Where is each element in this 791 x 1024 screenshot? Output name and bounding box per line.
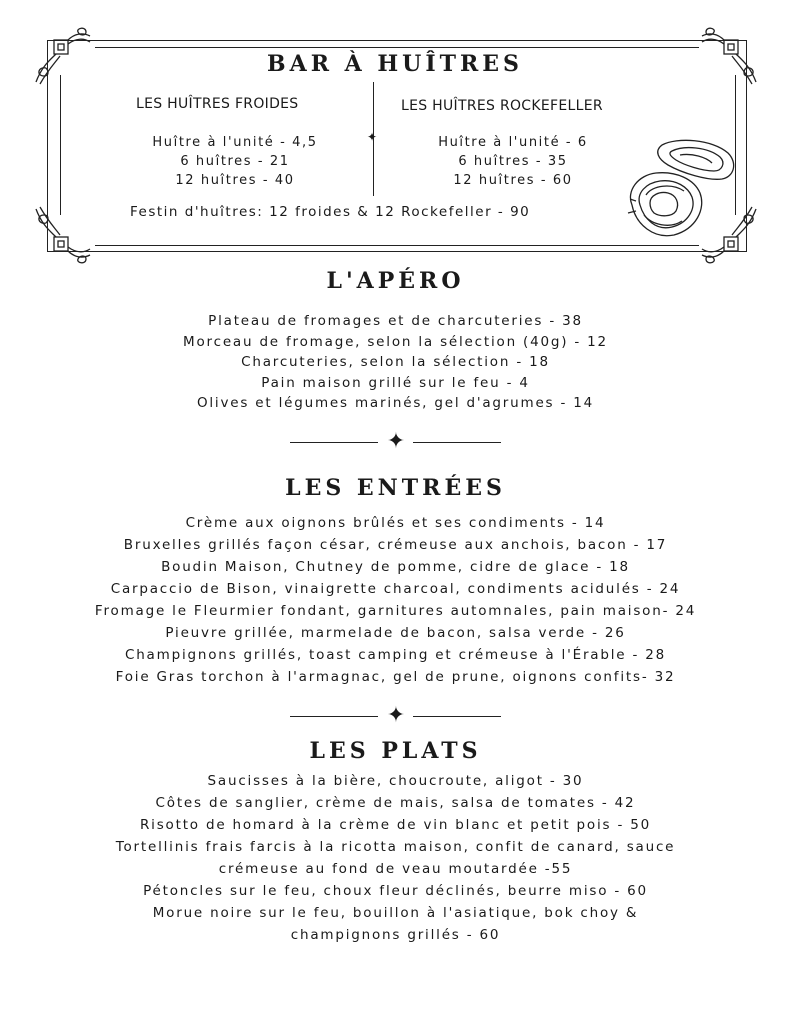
entrees-title: LES ENTRÉES	[285, 475, 506, 501]
menu-item: Morceau de fromage, selon la sélection (40g) - 12	[183, 333, 608, 350]
menu-item: Foie Gras torchon à l'armagnac, gel de prune, oignons confits- 32	[115, 669, 676, 685]
menu-item: Boudin Maison, Chutney de pomme, cidre de glace - 18	[161, 559, 630, 575]
section-separator	[0, 703, 791, 728]
corner-ornament-icon	[32, 26, 92, 86]
rockefeller-heading: LES HUÎTRES ROCKEFELLER	[401, 98, 603, 114]
menu-item: Risotto de homard à la crème de vin blanc et petit pois - 50	[139, 817, 651, 833]
menu-item: Carpaccio de Bison, vinaigrette charcoal, condiments acidulés - 24	[110, 581, 681, 597]
menu-item: 6 huîtres - 35	[458, 154, 568, 169]
corner-ornament-icon	[32, 205, 92, 265]
menu-item: Olives et légumes marinés, gel d'agrumes - 14	[196, 395, 595, 411]
section-separator	[0, 429, 791, 454]
menu-item: Pieuvre grillée, marmelade de bacon, salsa verde - 26	[165, 625, 626, 641]
festin-item: Festin d'huîtres: 12 froides & 12 Rockefeller - 90	[130, 204, 531, 220]
menu-item: Huître à l'unité - 6	[438, 135, 588, 150]
menu-item: Morue noire sur le feu, bouillon à l'asiatique, bok choy &	[152, 905, 639, 921]
menu-item: Saucisses à la bière, choucroute, aligot - 30	[207, 773, 584, 789]
rockefeller-list	[410, 133, 616, 190]
entrees-list	[0, 512, 791, 688]
frame-inner-line-bottom	[95, 245, 699, 246]
oyster-icon	[622, 135, 740, 240]
menu-item: champignons grillés - 60	[290, 927, 501, 943]
menu-item: 6 huîtres - 21	[180, 154, 290, 169]
sparkle-icon: ✦	[386, 429, 406, 454]
menu-item: 12 huîtres - 40	[175, 173, 295, 188]
frame-inner-line-left	[60, 75, 61, 215]
plats-list	[0, 770, 791, 946]
sparkle-icon: ✦	[386, 703, 406, 728]
froides-heading: LES HUÎTRES FROIDES	[136, 96, 299, 112]
menu-item: crémeuse au fond de veau moutardée -55	[218, 861, 573, 877]
menu-item: Côtes de sanglier, crème de mais, salsa de tomates - 42	[155, 795, 636, 811]
sparkle-icon: ✦	[367, 130, 378, 144]
menu-item: Plateau de fromages et de charcuteries - 38	[208, 313, 583, 329]
apero-list	[0, 311, 791, 414]
menu-item: Crème aux oignons brûlés et ses condiments - 14	[185, 515, 606, 531]
corner-ornament-icon	[700, 26, 760, 86]
menu-item: 12 huîtres - 60	[453, 173, 573, 188]
menu-item: Champignons grillés, toast camping et crémeuse à l'Érable - 28	[124, 647, 667, 663]
menu-item: Bruxelles grillés façon césar, crémeuse aux anchois, bacon - 17	[123, 537, 668, 553]
plats-title: LES PLATS	[309, 738, 482, 764]
froides-list	[130, 133, 340, 190]
menu-item: Charcuteries, selon la sélection - 18	[241, 354, 550, 370]
menu-item: Tortellinis frais farcis à la ricotta maison, confit de canard, sauce	[115, 839, 676, 855]
menu-item: Pain maison grillé sur le feu - 4	[261, 374, 530, 391]
frame-inner-line-top	[95, 47, 699, 48]
menu-item: Huître à l'unité - 4,5	[152, 135, 318, 150]
apero-title: L'APÉRO	[326, 268, 465, 294]
menu-item: Pétoncles sur le feu, choux fleur déclinés, beurre miso - 60	[143, 883, 648, 899]
bar-title: BAR À HUÎTRES	[267, 51, 523, 77]
menu-item: Fromage le Fleurmier fondant, garnitures automnales, pain maison- 24	[94, 603, 697, 619]
